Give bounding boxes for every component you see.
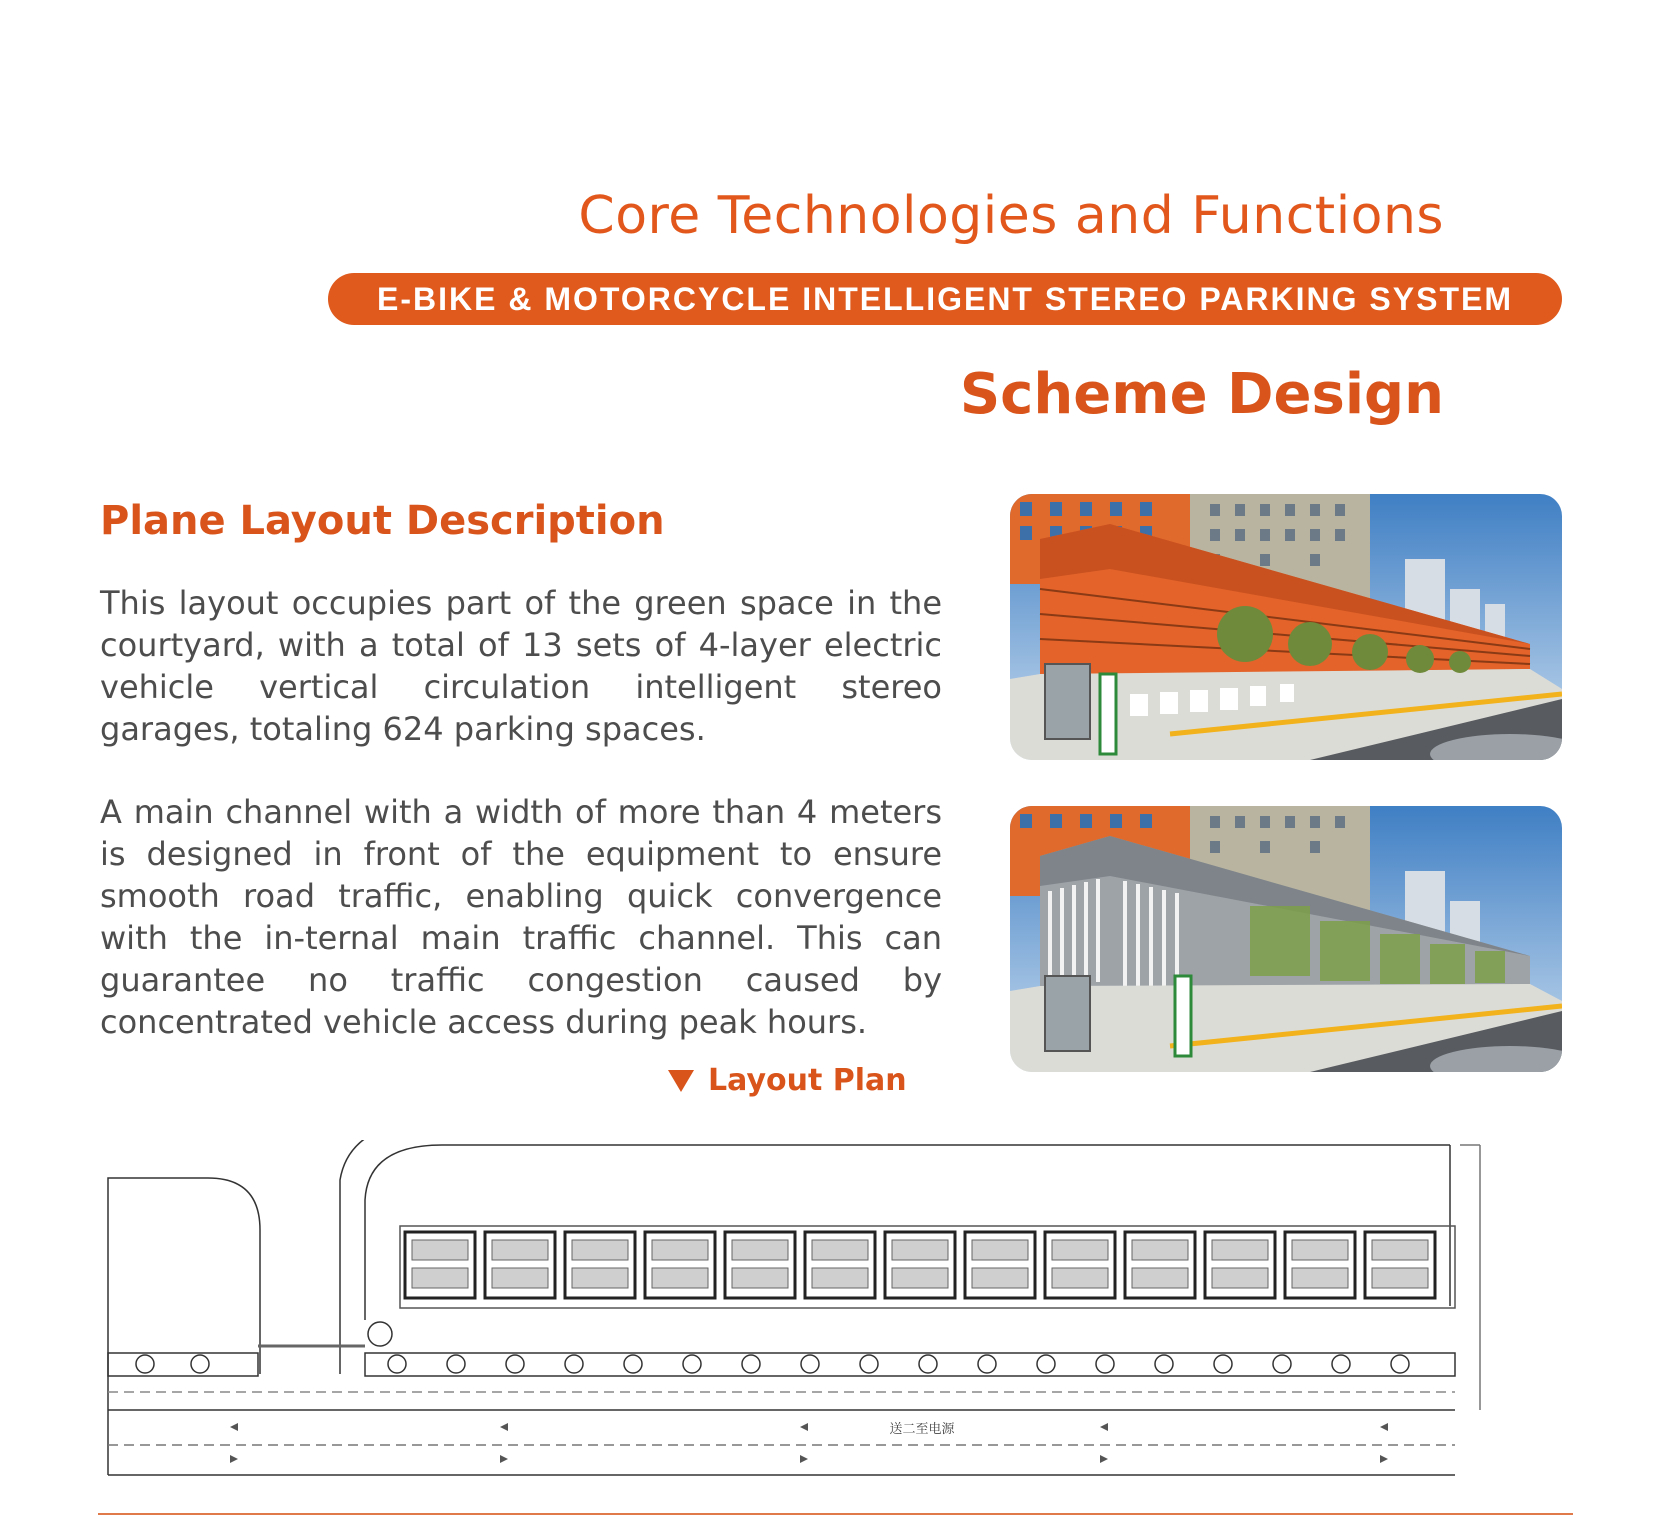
render-image-grey (1010, 806, 1562, 1072)
garage-unit (725, 1232, 795, 1298)
garage-unit (885, 1232, 955, 1298)
road-arrow-left (800, 1423, 808, 1431)
scheme-heading: Scheme Design (959, 362, 1444, 427)
wheel-mark (1155, 1355, 1173, 1373)
road-label: 送二至电源 (889, 1422, 955, 1437)
wheel-mark (1391, 1355, 1409, 1373)
section-title: Plane Layout Description (100, 498, 665, 544)
road-arrow-left (230, 1423, 238, 1431)
wheel-mark (1214, 1355, 1232, 1373)
road-arrow-left (500, 1423, 508, 1431)
garage-render-orange-facade (1010, 494, 1562, 760)
wheel-mark (978, 1355, 996, 1373)
wheel-mark (191, 1355, 209, 1373)
wheel-mark (388, 1355, 406, 1373)
wheel-mark (565, 1355, 583, 1373)
garage-unit (1205, 1232, 1275, 1298)
garage-unit (485, 1232, 555, 1298)
triangle-down-icon (668, 1070, 694, 1092)
wheel-mark (919, 1355, 937, 1373)
wheel-mark (742, 1355, 760, 1373)
road-arrow-right (230, 1455, 238, 1463)
wheel-mark (624, 1355, 642, 1373)
wheel-mark (1332, 1355, 1350, 1373)
road-arrow-left (1380, 1423, 1388, 1431)
wheel-mark (447, 1355, 465, 1373)
layout-plan-svg (100, 1140, 1570, 1490)
wheel-mark (506, 1355, 524, 1373)
garage-unit (1045, 1232, 1115, 1298)
render-image-orange (1010, 494, 1562, 760)
garage-unit (405, 1232, 475, 1298)
road-arrow-right (800, 1455, 808, 1463)
wheel-mark (683, 1355, 701, 1373)
garage-unit (1285, 1232, 1355, 1298)
page-title: Core Technologies and Functions (578, 186, 1444, 246)
garage-render-grey-louver-facade (1010, 806, 1562, 1072)
layout-plan-caption (668, 1063, 907, 1098)
wheel-mark (136, 1355, 154, 1373)
road-arrow-right (500, 1455, 508, 1463)
garage-unit (645, 1232, 715, 1298)
road-arrow-right (1380, 1455, 1388, 1463)
garage-unit (1125, 1232, 1195, 1298)
description-paragraph-1: This layout occupies part of the green space in the courtyard, with a total of 13 sets of 4-layer electric vehicle vertical circulation intelligent stereo garages, totaling 624 parking spaces. (100, 584, 942, 748)
garage-unit (1365, 1232, 1435, 1298)
wheel-mark (1273, 1355, 1291, 1373)
garage-unit (805, 1232, 875, 1298)
wheel-mark (1037, 1355, 1055, 1373)
wheel-mark (860, 1355, 878, 1373)
bottom-rule (98, 1513, 1573, 1515)
description-paragraph-2: A main channel with a width of more than 4 meters is designed in front of the equipment to ensure smooth road traffic, enabling quick convergence with the in-ternal main traffic channel. This can guarantee no traffic congestion caused by concentrated vehicle access during peak hours. (100, 793, 942, 1041)
wheel-mark (801, 1355, 819, 1373)
garage-unit (965, 1232, 1035, 1298)
road-arrow-left (1100, 1423, 1108, 1431)
garage-unit (565, 1232, 635, 1298)
system-banner: E-BIKE & MOTORCYCLE INTELLIGENT STEREO PARKING SYSTEM (328, 273, 1562, 325)
road-arrow-right (1100, 1455, 1108, 1463)
wheel-mark (1096, 1355, 1114, 1373)
layout-plan-drawing (100, 1140, 1570, 1490)
layout-plan-label: Layout Plan (708, 1063, 907, 1098)
